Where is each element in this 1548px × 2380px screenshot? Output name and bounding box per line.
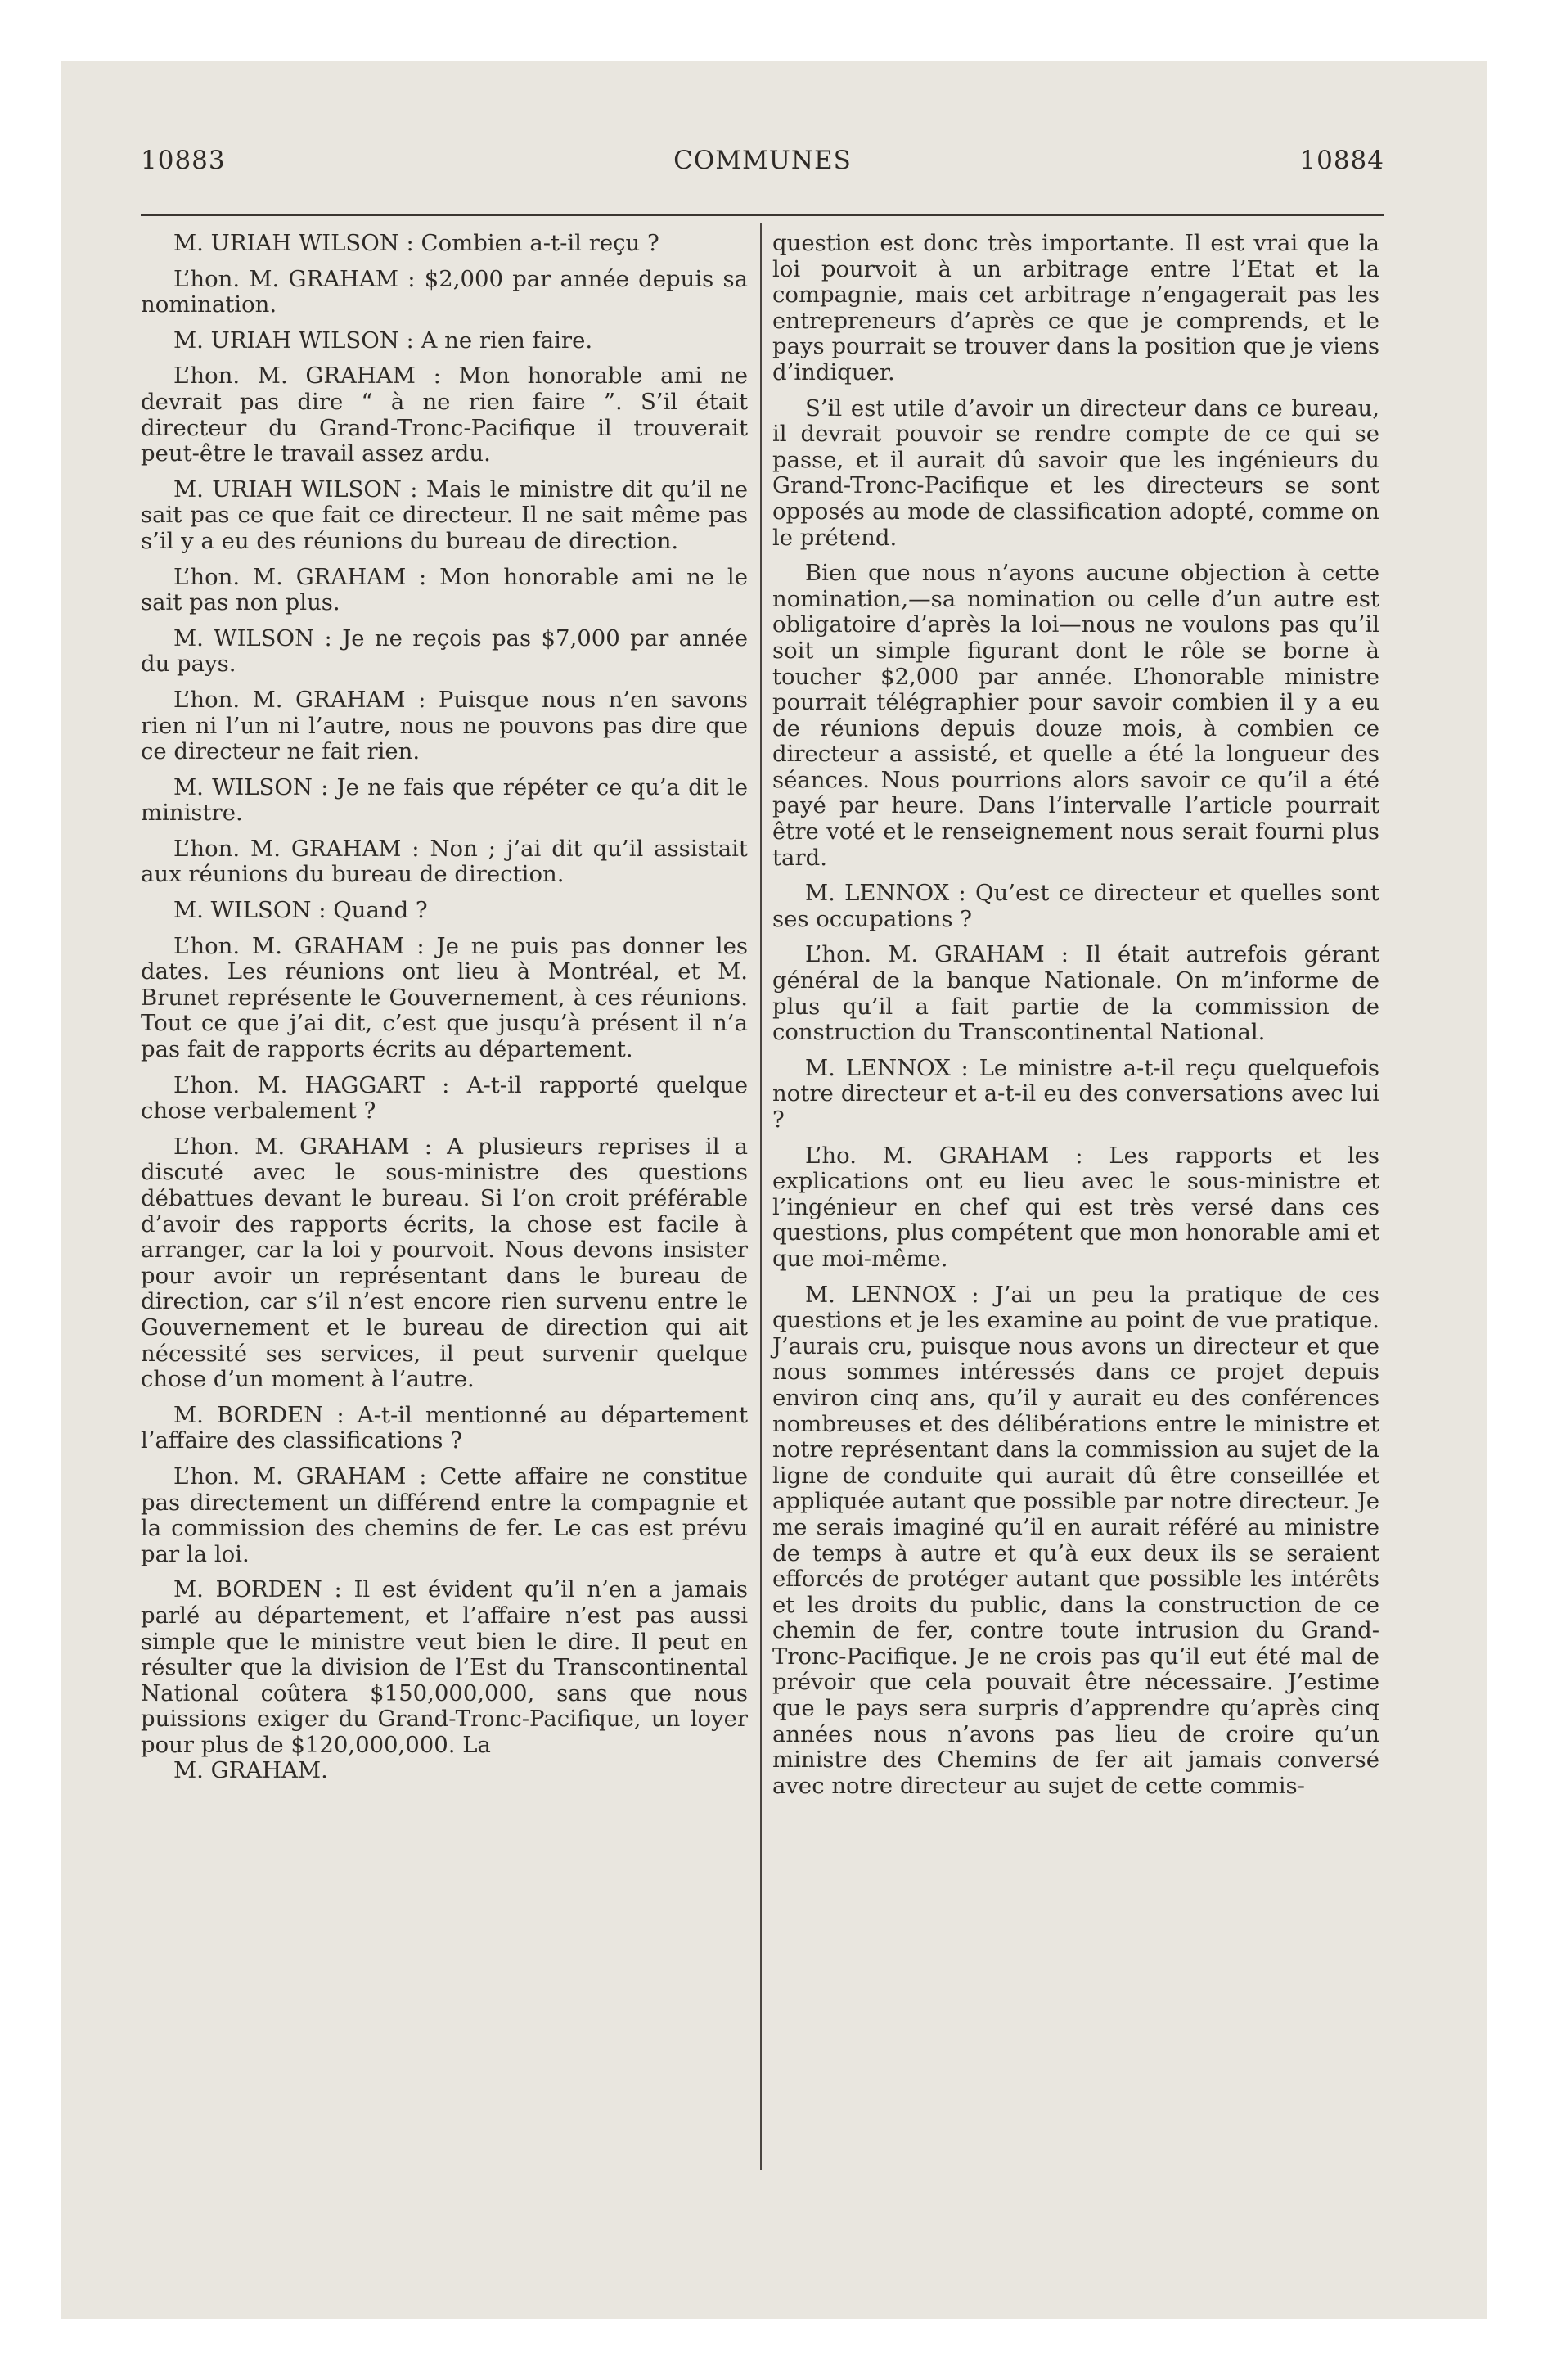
paragraph: M. BORDEN : A-t-il mentionné au département l’affaire des classifications ?	[141, 1401, 748, 1454]
paragraph: M. URIAH WILSON : Mais le ministre dit qu’il ne sait pas ce que fait ce directeur. Il ne sait même pas s’il y a eu des réunions du bureau de direction.	[141, 476, 748, 554]
paragraph: S’il est utile d’avoir un directeur dans ce bureau, il devrait pouvoir se rendre compte de ce qui se passe, et il aurait dû savoir que les ingénieurs du Grand-Tronc-Pacifique et les directeurs se sont opposés au mode de classification adopté, comme on le prétend.	[772, 394, 1379, 551]
paragraph: L’hon. M. GRAHAM : Mon honorable ami ne devrait pas dire “ à ne rien faire ”. S’il était directeur du Grand-Tronc-Pacifique il trouverait peut-être le travail assez ardu.	[141, 363, 748, 467]
paragraph: L’ho. M. GRAHAM : Les rapports et les explications ont eu lieu avec le sous-ministre et l’ingénieur en chef qui est très versé dans ces questions, plus compétent que mon honorable ami et que moi-même.	[772, 1142, 1379, 1272]
paragraph: M. WILSON : Je ne fais que répéter ce qu’a dit le ministre.	[141, 773, 748, 827]
paragraph: M. URIAH WILSON : A ne rien faire.	[173, 327, 593, 354]
left-column	[141, 231, 748, 1794]
paragraph: L’hon. M. HAGGART : A-t-il rapporté quelque chose verbalement ?	[141, 1071, 748, 1125]
paragraph: Bien que nous n’ayons aucune objection à cette nomination,—sa nomination ou celle d’un autre est obligatoire d’après la loi—nous ne voulons pas qu’il soit un simple figurant dont le rôle se borne à toucher $2,000 par année. L’honorable ministre pourrait télégraphier pour savoir combien il y a eu de réunions depuis douze mois, à combien ce directeur a assisté, et quelle a été la longueur des séances. Nous pourrions alors savoir ce qu’il a été payé par heure. Dans l’intervalle l’article pourrait être voté et le renseignement nous serait fourni plus tard.	[772, 560, 1379, 871]
paragraph: L’hon. M. GRAHAM : Non ; j’ai dit qu’il assistait aux réunions du bureau de direction.	[141, 835, 748, 888]
page-header	[141, 141, 1384, 180]
column-divider	[760, 223, 762, 2170]
page-number-left: 10883	[141, 146, 226, 175]
paragraph: L’hon. M. GRAHAM : Cette affaire ne constitue pas directement un différend entre la compagnie et la commission des chemins de fer. Le cas est prévu par la loi.	[141, 1463, 748, 1567]
paragraph: M. LENNOX : Le ministre a-t-il reçu quelquefois notre directeur et a-t-il eu des conversations avec lui ?	[772, 1054, 1379, 1133]
page-number-right: 10884	[1299, 146, 1384, 175]
paragraph: M. LENNOX : Qu’est ce directeur et quelles sont ses occupations ?	[772, 880, 1379, 932]
running-title: COMMUNES	[673, 146, 852, 175]
right-column	[772, 231, 1379, 1809]
paragraph: L’hon. M. GRAHAM : Puisque nous n’en savons rien ni l’un ni l’autre, nous ne pouvons pas dire que ce directeur ne fait rien.	[141, 686, 748, 765]
paragraph: M. WILSON : Je ne reçois pas $7,000 par année du pays.	[141, 624, 748, 678]
paragraph-continuation: question est donc très importante. Il est vrai que la loi pourvoit à un arbitrage entre l’Etat et la compagnie, mais cet arbitrage n’engagerait pas les entrepreneurs d’après ce que je comprends, et le pays pourrait se trouver dans la position que je viens d’indiquer.	[772, 230, 1379, 385]
paragraph: M. URIAH WILSON : Combien a-t-il reçu ?	[173, 230, 659, 256]
paragraph: L’hon. M. GRAHAM : Il était autrefois gérant général de la banque Nationale. On m’informe de plus qu’il a fait partie de la commission de construction du Transcontinental National.	[772, 941, 1379, 1046]
paragraph: M. BORDEN : Il est évident qu’il n’en a jamais parlé au département, et l’affaire n’est pas aussi simple que le ministre veut bien le dire. Il peut en résulter que la division de l’Est du Transcontinental National coûtera $150,000,000, sans que nous puissions exiger du Grand-Tronc-Pacifique, un loyer pour plus de $120,000,000. La	[141, 1576, 748, 1758]
paragraph: L’hon. M. GRAHAM : Je ne puis pas donner les dates. Les réunions ont lieu à Montréal, et M. Brunet représente le Gouvernement, à ces réunions. Tout ce que j’ai dit, c’est que jusqu’à présent il n’a pas fait de rapports écrits au département.	[141, 932, 748, 1063]
paragraph: M. WILSON : Quand ?	[173, 897, 428, 924]
paragraph: M. LENNOX : J’ai un peu la pratique de ces questions et je les examine au point de vue pratique. J’aurais cru, puisque nous avons un directeur et que nous sommes intéressés dans ce projet depuis environ cinq ans, qu’il y aurait eu des conférences nombreuses et des délibérations entre le ministre et notre représentant dans la commission au sujet de la ligne de conduite qui aurait dû être conseillée et appliquée autant que possible par notre directeur. Je me serais imaginé qu’il en aurait référé au ministre de temps à autre et qu’à eux deux ils se seraient efforcés de protéger autant que possible les intérêts et les droits du public, dans la construction de ce chemin de fer, contre toute intrusion du Grand-Tronc-Pacifique. Je ne crois pas qu’il eut été mal de prévoir que cela pouvait être nécessaire. J’estime que le pays sera surpris d’apprendre qu’après cinq années nous n’avons pas lieu de croire qu’un ministre des Chemins de fer ait jamais conversé avec notre directeur au sujet de cette commis-	[772, 1281, 1379, 1799]
paragraph: L’hon. M. GRAHAM : Mon honorable ami ne le sait pas non plus.	[141, 563, 748, 616]
paragraph: L’hon. M. GRAHAM : $2,000 par année depuis sa nomination.	[141, 265, 748, 318]
speaker-signoff: M. GRAHAM.	[173, 1757, 328, 1784]
page	[141, 141, 1384, 2203]
paragraph: L’hon. M. GRAHAM : A plusieurs reprises il a discuté avec le sous-ministre des questions débattues devant le bureau. Si l’on croit préférable d’avoir des rapports écrits, la chose est facile à arranger, car la loi y pourvoit. Nous devons insister pour avoir un représentant dans le bureau de direction, car s’il n’est encore rien survenu entre le Gouvernement et le bureau de direction qui ait nécessité ses services, il peut survenir quelque chose d’un moment à l’autre.	[141, 1133, 748, 1393]
header-rule	[141, 214, 1384, 216]
